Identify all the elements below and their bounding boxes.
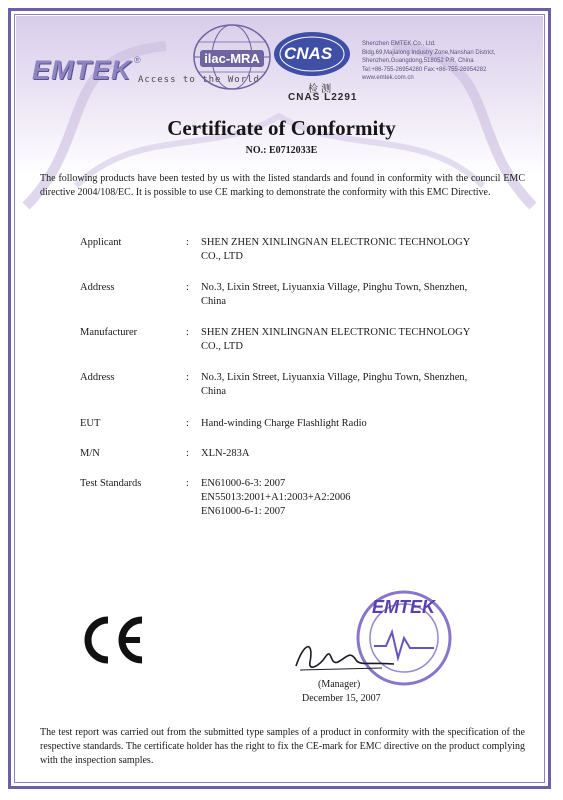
ilac-mra-mark: ilac-MRA: [200, 50, 264, 67]
field-label: Address: [80, 372, 115, 383]
value-line: SHEN ZHEN XINLINGNAN ELECTRONIC TECHNOLOGY: [201, 237, 471, 248]
value-line: CO., LTD: [201, 251, 243, 262]
company-line: Shenzhen EMTEK Co., Ltd.: [362, 41, 436, 47]
certificate-title: Certificate of Conformity: [167, 116, 396, 140]
company-info: [362, 40, 542, 83]
company-line: Tel:+86-755-26954280 Fax:+86-755-26954282: [362, 66, 487, 73]
value-line: China: [201, 386, 227, 397]
value-line: No.3, Lixin Street, Liyuanxia Village, Pinghu Town, Shenzhen,: [201, 282, 468, 293]
value-line: Hand-winding Charge Flashlight Radio: [201, 418, 367, 429]
field-value: [201, 447, 531, 461]
ce-mark-icon: [78, 614, 150, 666]
field-value: [201, 281, 531, 309]
value-line: CO., LTD: [201, 341, 243, 352]
field-colon: :: [186, 237, 189, 248]
field-label: Applicant: [80, 237, 122, 248]
certificate-number: NO.: E0712033E: [245, 145, 318, 156]
company-line: Bldg.69,Majialong Industry Zone,Nanshan District,: [362, 49, 496, 56]
field-colon: :: [186, 372, 189, 383]
logo-registered: ®: [134, 55, 141, 65]
field-label: Address: [80, 282, 115, 293]
field-label: Test Standards: [80, 478, 142, 489]
signatory-role: (Manager): [318, 679, 361, 690]
value-line: EN61000-6-1: 2007: [201, 506, 286, 517]
footer-paragraph: The test report was carried out from the submitted type samples of a product in conformity with the specification of the respective standards. The certificate holder has the right to fix the CE-mark for EMC directive on the product complying with the inspection samples.: [40, 727, 525, 766]
field-label: EUT: [80, 418, 101, 429]
manager-signature: [290, 636, 400, 676]
field-colon: :: [186, 478, 189, 489]
company-line: www.emtek.com.cn: [362, 75, 414, 81]
intro-paragraph: The following products have been tested by us with the listed standards and found in conformity with the council EMC directive 2004/108/EC. It is possible to use CE marking to demonstrate the conformity with this EMC Directive.: [40, 173, 525, 198]
field-colon: :: [186, 418, 189, 429]
field-colon: :: [186, 448, 189, 459]
value-line: EN55013:2001+A1:2003+A2:2006: [201, 492, 351, 503]
field-value: [201, 236, 531, 264]
value-line: XLN-283A: [201, 448, 250, 459]
value-line: China: [201, 296, 227, 307]
logo-wordmark: EMTEK: [32, 55, 132, 85]
cnas-mark: CNAS: [284, 44, 333, 63]
field-colon: :: [186, 327, 189, 338]
issue-date: December 15, 2007: [302, 693, 381, 704]
field-label: Manufacturer: [80, 327, 138, 338]
value-line: SHEN ZHEN XINLINGNAN ELECTRONIC TECHNOLOGY: [201, 327, 471, 338]
field-value: [201, 326, 531, 354]
company-line: Shenzhen,Guangdong,518052 P.R. China: [362, 58, 474, 64]
logo-tagline: Access to the World: [138, 75, 260, 85]
field-value: [201, 371, 531, 399]
value-line: EN61000-6-3: 2007: [201, 478, 286, 489]
field-value: [201, 477, 531, 519]
value-line: No.3, Lixin Street, Liyuanxia Village, Pinghu Town, Shenzhen,: [201, 372, 468, 383]
field-colon: :: [186, 282, 189, 293]
stamp-wordmark: EMTEK: [372, 597, 435, 617]
cnas-number: CNAS L2291: [288, 92, 358, 103]
field-label: M/N: [80, 448, 100, 459]
field-value: [201, 417, 531, 431]
cnas-chinese: 检 测: [308, 84, 332, 95]
